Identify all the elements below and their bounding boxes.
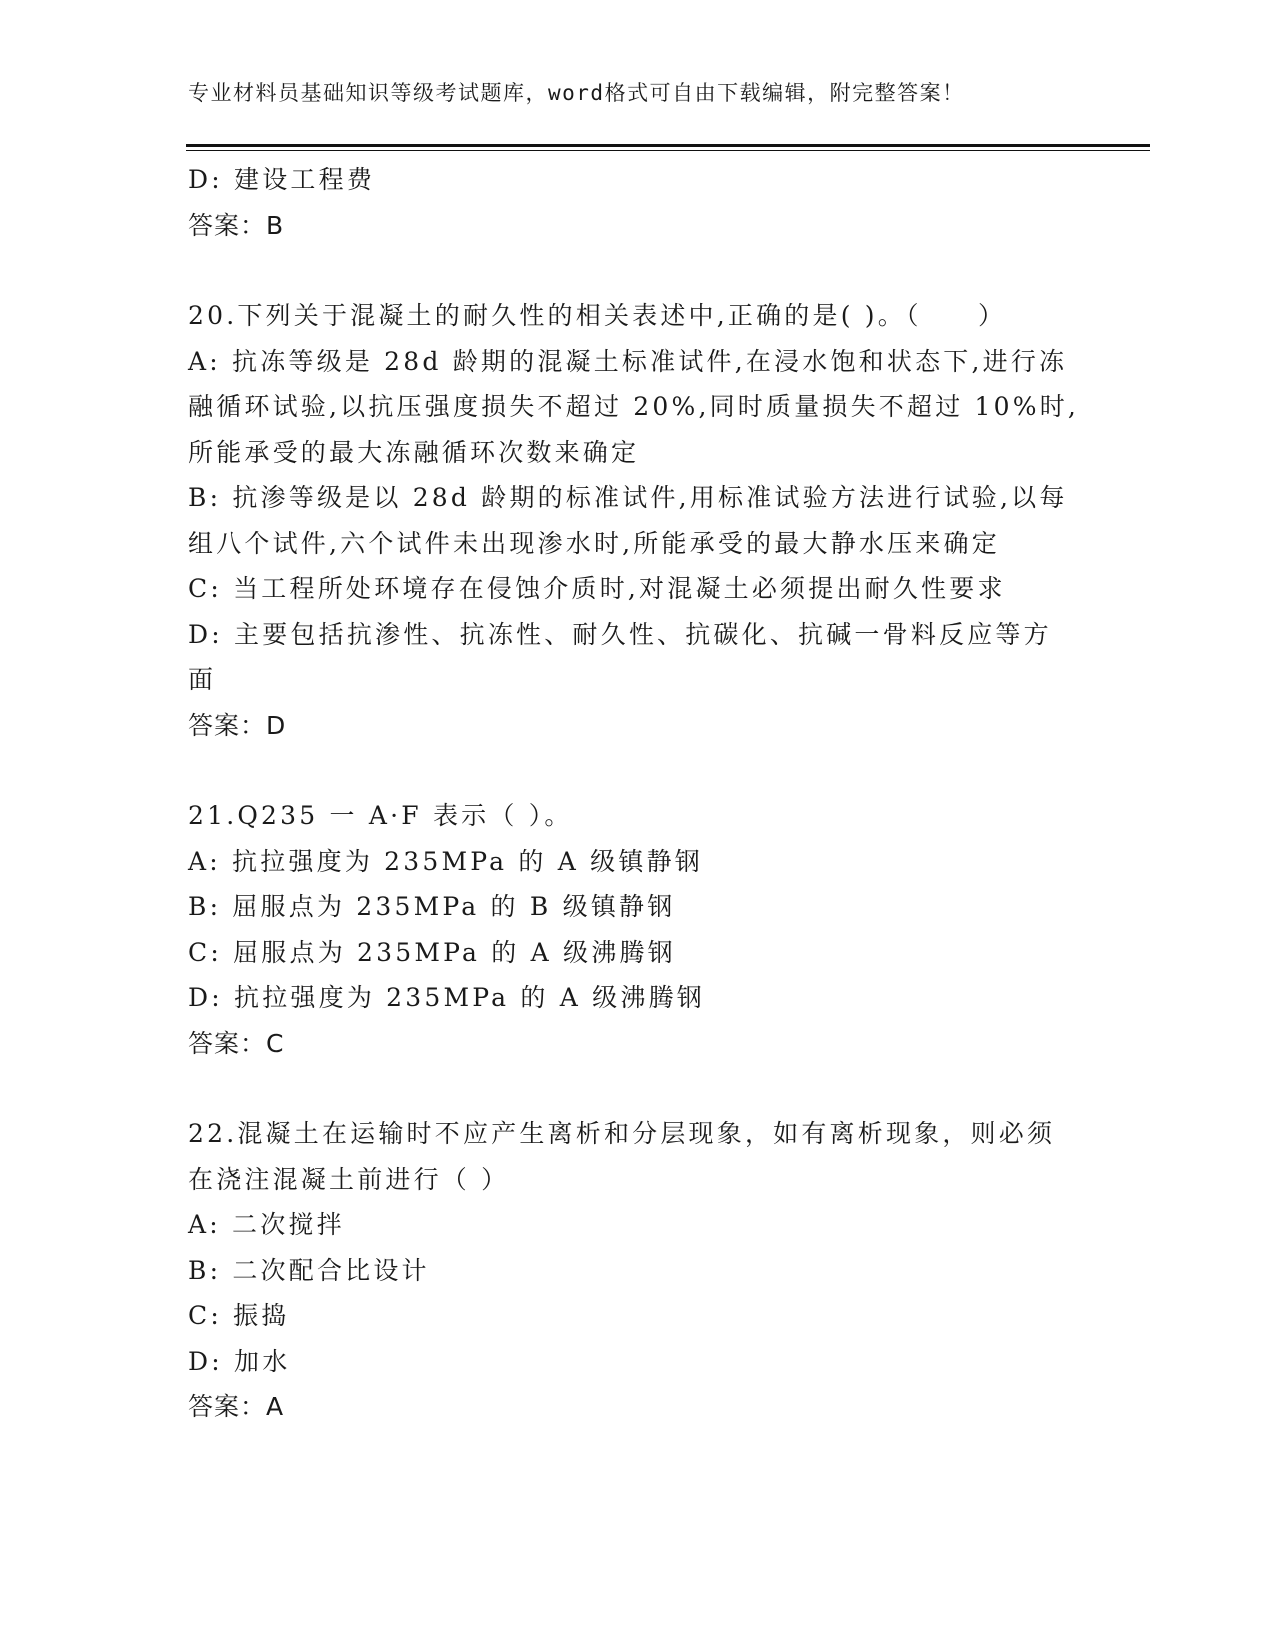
question-stem: 22.混凝土在运输时不应产生离析和分层现象，如有离析现象，则必须 bbox=[188, 1119, 1056, 1148]
option-d-cont: 面 bbox=[188, 665, 217, 694]
option-d: D: 主要包括抗渗性、抗冻性、耐久性、抗碳化、抗碱一骨料反应等方 bbox=[188, 619, 1052, 649]
option-a-cont: 融循环试验,以抗压强度损失不超过 20%,同时质量损失不超过 10%时, bbox=[188, 392, 1080, 421]
option-d: D: 加水 bbox=[188, 1346, 291, 1376]
spacer bbox=[188, 748, 1088, 793]
option-b: B: 抗渗等级是以 28d 龄期的标准试件,用标准试验方法进行试验,以每 bbox=[188, 483, 1068, 512]
option-c: C: 振捣 bbox=[188, 1301, 290, 1330]
answer: 答案：D bbox=[188, 710, 287, 740]
question-20 bbox=[188, 293, 1088, 748]
option-d: D: 抗拉强度为 235MPa 的 A 级沸腾钢 bbox=[188, 983, 705, 1012]
option-c: C: 当工程所处环境存在侵蚀介质时,对混凝土必须提出耐久性要求 bbox=[188, 574, 1006, 603]
question-stem: 21.Q235 一 A·F 表示（ ）。 bbox=[188, 801, 573, 830]
spacer bbox=[188, 1066, 1088, 1111]
option-d: D: 建设工程费 bbox=[188, 165, 376, 194]
option-c: C: 屈服点为 235MPa 的 A 级沸腾钢 bbox=[188, 937, 676, 967]
option-a: A: 抗拉强度为 235MPa 的 A 级镇静钢 bbox=[188, 846, 703, 876]
answer: 答案：C bbox=[188, 1028, 285, 1058]
question-22 bbox=[188, 1111, 1088, 1430]
question-stem: 20.下列关于混凝土的耐久性的相关表述中,正确的是( )。（ ） bbox=[188, 301, 1007, 330]
document-body bbox=[188, 157, 1088, 1430]
option-a-cont: 所能承受的最大冻融循环次数来确定 bbox=[188, 437, 640, 467]
spacer bbox=[188, 248, 1088, 293]
option-b: B: 二次配合比设计 bbox=[188, 1255, 430, 1285]
header-rule-thin bbox=[186, 150, 1150, 151]
option-a: A: 二次搅拌 bbox=[188, 1210, 345, 1239]
question-19-tail bbox=[188, 157, 1088, 248]
page-header: 专业材料员基础知识等级考试题库，word格式可自由下载编辑，附完整答案！ bbox=[188, 81, 965, 105]
question-stem-cont: 在浇注混凝土前进行（ ） bbox=[188, 1164, 510, 1194]
option-a: A: 抗冻等级是 28d 龄期的混凝土标准试件,在浸水饱和状态下,进行冻 bbox=[188, 346, 1068, 376]
option-b: B: 屈服点为 235MPa 的 B 级镇静钢 bbox=[188, 892, 676, 921]
answer: 答案：A bbox=[188, 1392, 285, 1421]
question-21 bbox=[188, 793, 1088, 1066]
answer: 答案：B bbox=[188, 210, 285, 240]
header-rule-thick bbox=[186, 144, 1150, 147]
option-b-cont: 组八个试件,六个试件未出现渗水时,所能承受的最大静水压来确定 bbox=[188, 528, 1000, 558]
